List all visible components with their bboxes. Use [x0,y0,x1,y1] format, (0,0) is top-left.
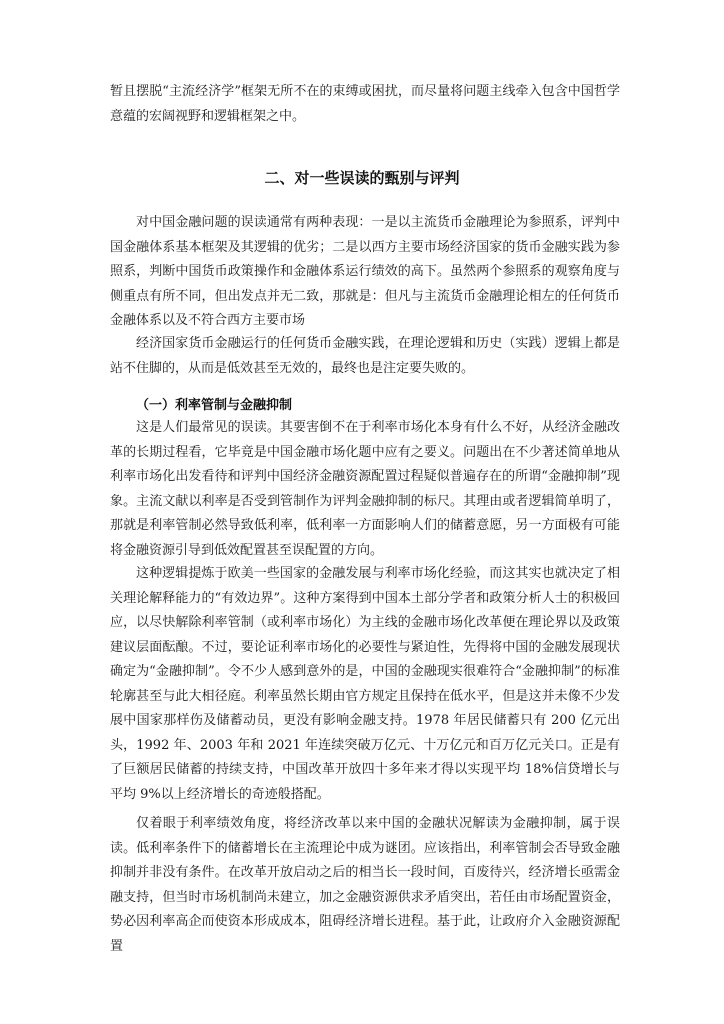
paragraph-2: 经济国家货币金融运行的任何货币金融实践，在理论逻辑和历史（实践）逻辑上都是站不住脚的，从而是低效甚至无效的，最终也是注定要失败的。 [110,336,620,376]
paragraph-4: 这种逻辑提炼于欧美一些国家的金融发展与利率市场化经验，而这其实也就决定了相关理论解释能力的“有效边界”。这种方案得到中国本土部分学者和政策分析人士的积极回应，以尽快解除利率管制（或利率市场化）为主线的金融市场化改革便在理论界以及政策建议层面酝酿。不过，要论证利率市场化的必要性与紧迫性，先得将中国的金融发展现状确定为“金融抑制”。令不少人感到意外的是，中国的金融现实很难符合“金融抑制”的标准轮廓甚至与此大相径庭。利率虽然长期由官方规定且保持在低水平，但是这并未像不少发展中国家那样伤及储蓄动员，更没有影响金融支持。1978 年居民储蓄只有 200 亿元出头，1992 年、2003 年和 2021 年连续突破万亿元、十万亿元和百万亿元关口。正是有了巨额居民储蓄的持续支持，中国改革开放四十多年来才得以实现平均 18%信贷增长与平均 9%以上经济增长的奇迹般搭配。 [110,566,620,802]
section-title: 二、对一些误读的甄别与评判 [264,169,460,187]
subsection-title: （一）利率管制与金融抑制 [136,398,293,413]
paragraph-1: 对中国金融问题的误读通常有两种表现：一是以主流货币金融理论为参照系，评判中国金融体系基本框架及其逻辑的优劣；二是以西方主要市场经济国家的货币金融实践为参照系，判断中国货币政策操作和金融体系运行绩效的高下。虽然两个参照系的观察角度与侧重点有所不同，但出发点并无二致，那就是：但凡与主流货币金融理论相左的任何货币金融体系以及不符合西方主要市场 [110,215,620,328]
paragraph-5: 仅着眼于利率绩效角度，将经济改革以来中国的金融状况解读为金融抑制，属于误读。低利率条件下的储蓄增长在主流理论中成为谜团。应该指出，利率管制会否导致金融抑制并非没有条件。在改革开放启动之后的相当长一段时间，百废待兴，经济增长亟需金融支持，但当时市场机制尚未建立，加之金融资源供求矛盾突出，若任由市场配置资金，势必因利率高企而使资本形成成本，阻碍经济增长进程。基于此，让政府介入金融资源配置 [110,816,620,954]
intro-paragraph: 暂且摆脱“主流经济学”框架无所不在的束缚或困扰，而尽量将问题主线牵入包含中国哲学意蕴的宏阔视野和逻辑框架之中。 [110,84,620,124]
paragraph-3: 这是人们最常见的误读。其要害倒不在于利率市场化本身有什么不好，从经济金融改革的长期过程看，它毕竟是中国金融市场化题中应有之要义。问题出在不少著述简单地从利率市场化出发看待和评判中国经济金融资源配置过程疑似普遍存在的所谓“金融抑制”现象。主流文献以利率是否受到管制作为评判金融抑制的标尺。其理由或者逻辑简单明了，那就是利率管制必然导致低利率，低利率一方面影响人们的储蓄意愿，另一方面极有可能将金融资源引导到低效配置甚至误配置的方向。 [110,420,620,558]
